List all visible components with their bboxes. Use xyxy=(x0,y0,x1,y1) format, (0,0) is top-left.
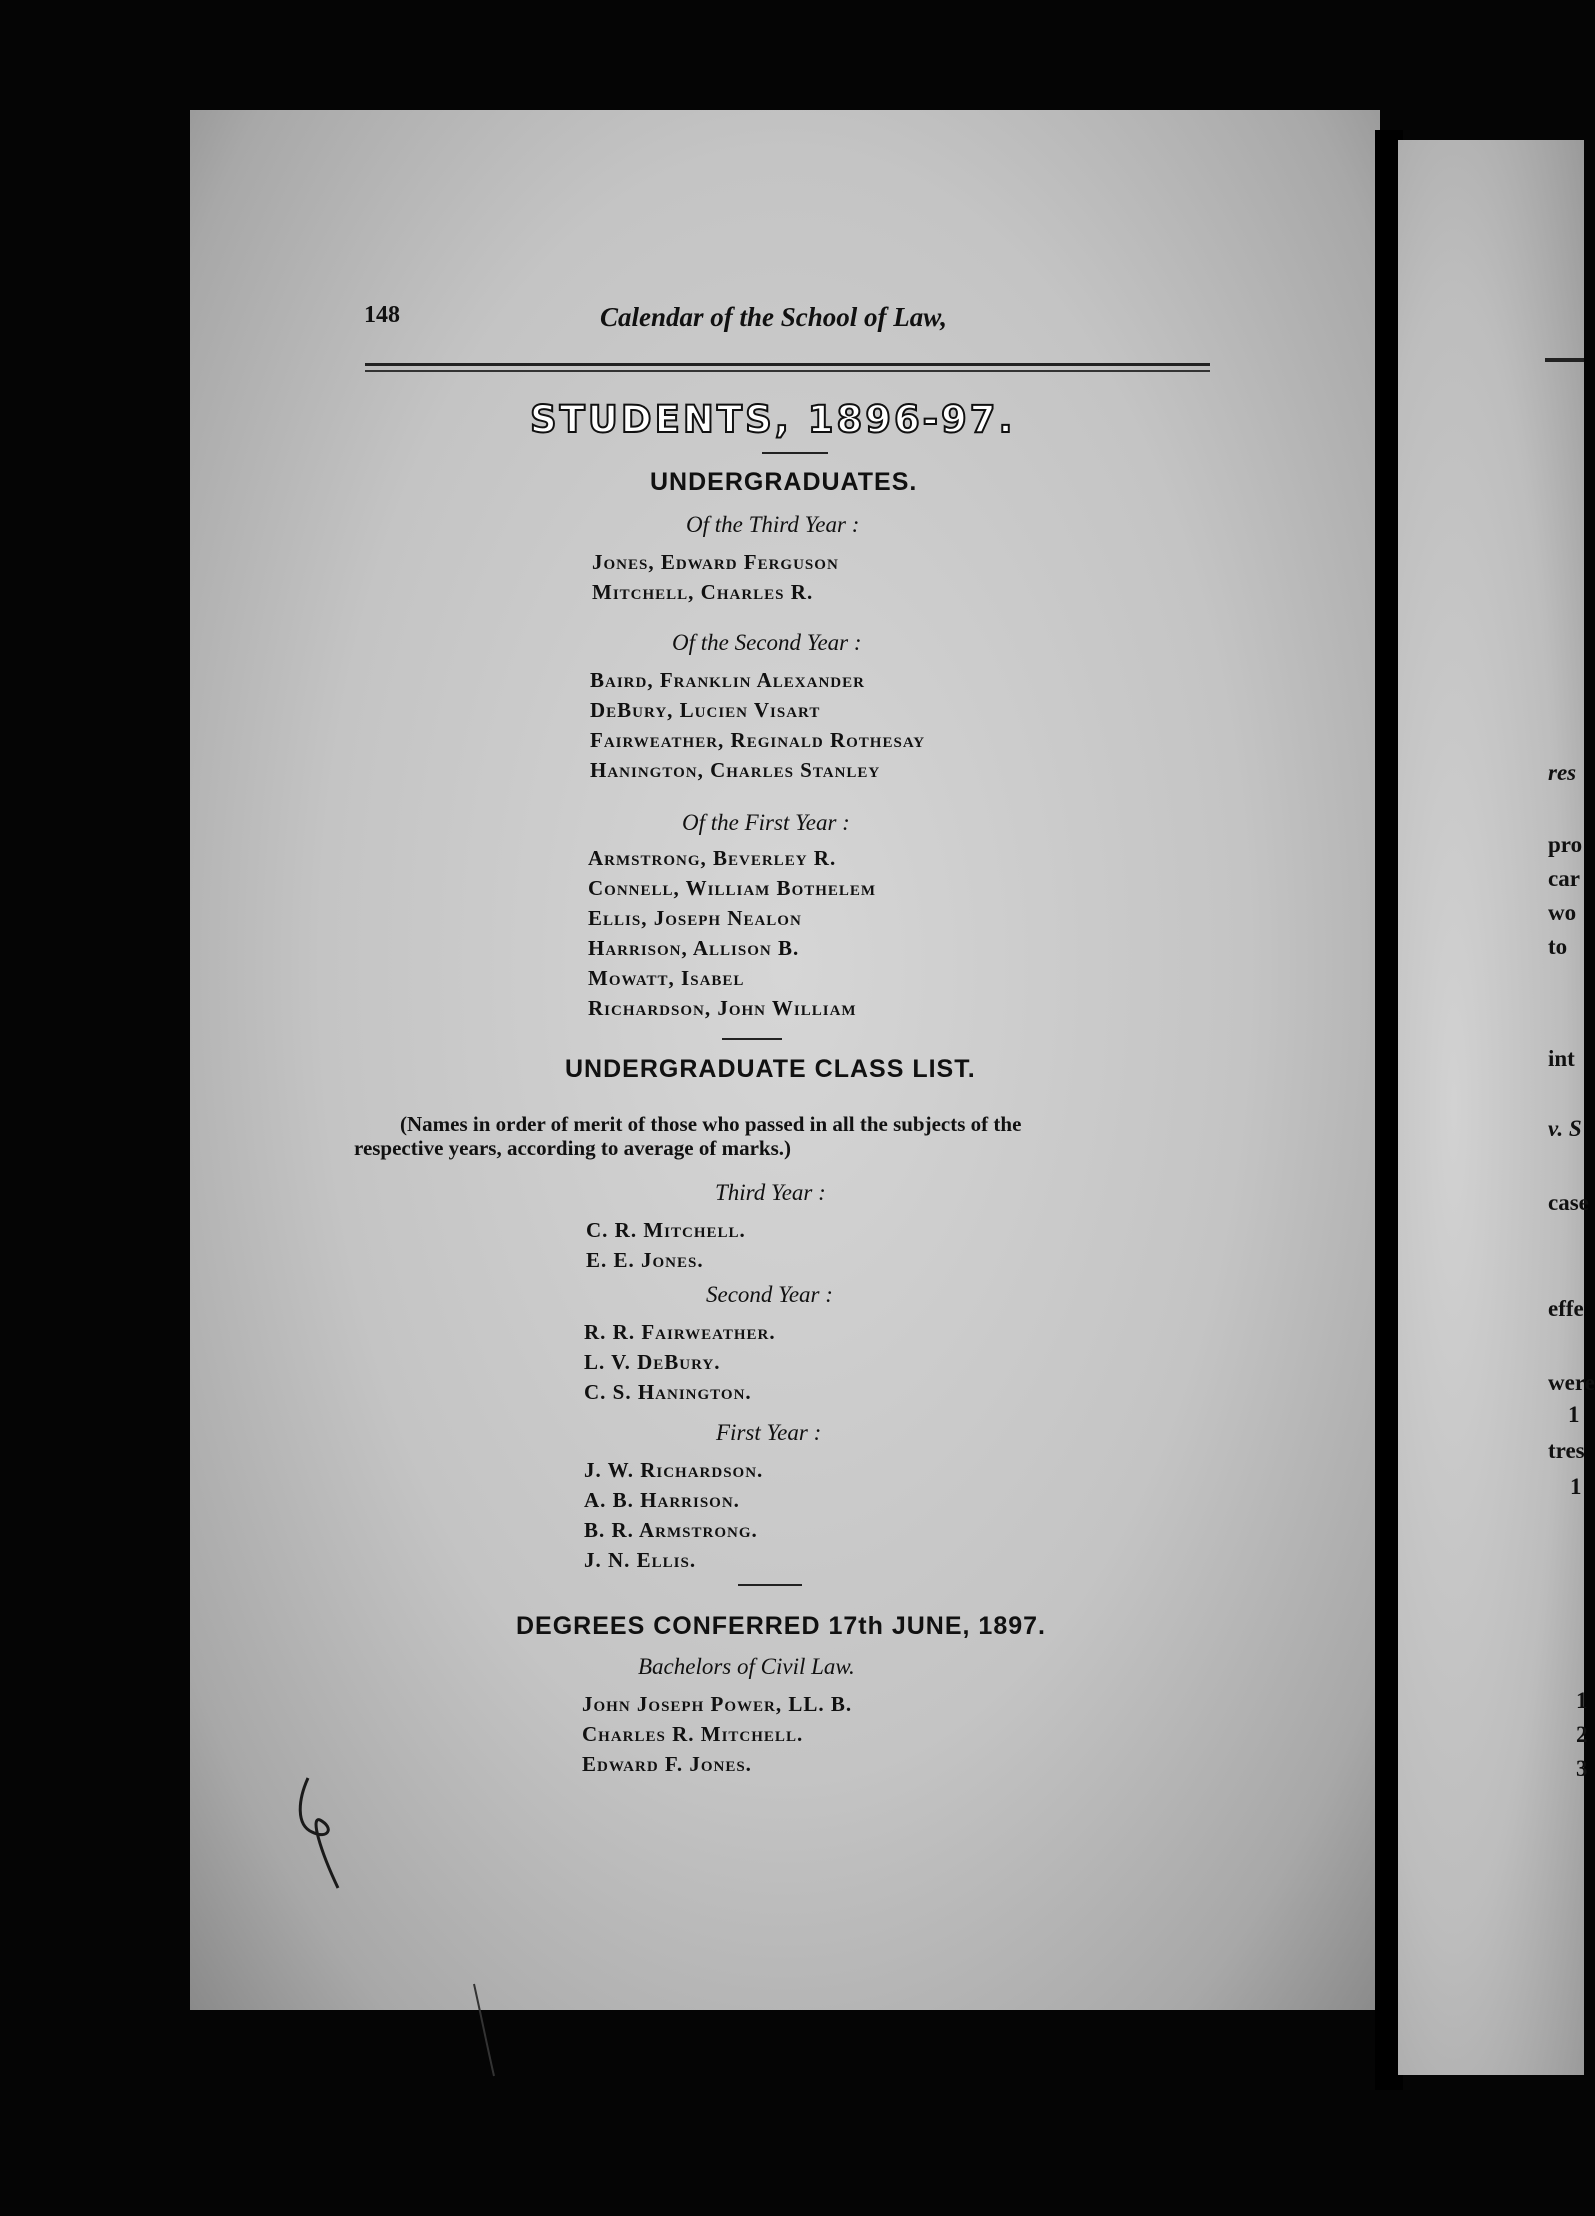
degree-recipient: Edward F. Jones. xyxy=(582,1752,752,1776)
header-rule xyxy=(365,363,1210,366)
degrees-subheading: Bachelors of Civil Law. xyxy=(638,1654,855,1679)
student-name: Jones, Edward Ferguson xyxy=(592,550,839,574)
adjacent-page-fragment: 1 xyxy=(1568,1402,1580,1427)
section-divider xyxy=(738,1584,802,1586)
second-year-label: Of the Second Year : xyxy=(672,630,862,655)
class-list-name: J. N. Ellis. xyxy=(584,1548,697,1572)
adjacent-page-fragment: pro xyxy=(1548,832,1583,857)
header-rule-secondary xyxy=(365,370,1210,372)
page-title: STUDENTS, 1896-97. xyxy=(530,398,1016,441)
adjacent-page-fragment: res xyxy=(1548,760,1577,785)
student-name: DeBury, Lucien Visart xyxy=(590,698,821,722)
class-list-name: A. B. Harrison. xyxy=(584,1488,740,1512)
class-list-name: C. S. Hanington. xyxy=(584,1380,752,1404)
pencil-line-icon xyxy=(470,1980,500,2080)
degrees-heading: DEGREES CONFERRED 17th JUNE, 1897. xyxy=(516,1612,1046,1640)
adjacent-page-fragment: effe xyxy=(1548,1296,1584,1321)
student-name: Armstrong, Beverley R. xyxy=(588,846,837,870)
student-name: Mitchell, Charles R. xyxy=(592,580,814,604)
class-list-note-line1: (Names in order of merit of those who passed in all the subjects of the xyxy=(400,1112,1022,1136)
adjacent-page-fragment: 2 xyxy=(1576,1722,1588,1747)
adjacent-page-fragment: 3 xyxy=(1576,1756,1588,1781)
adjacent-page-fragment: 1 xyxy=(1570,1474,1582,1499)
title-divider xyxy=(762,452,828,454)
first-year-label: Of the First Year : xyxy=(682,810,850,835)
adjacent-page-fragment: wo xyxy=(1548,900,1577,925)
student-name: Fairweather, Reginald Rothesay xyxy=(590,728,926,752)
class-list-name: C. R. Mitchell. xyxy=(586,1218,746,1242)
class-list-name: J. W. Richardson. xyxy=(584,1458,764,1482)
class-list-name: B. R. Armstrong. xyxy=(584,1518,758,1542)
student-name: Harrison, Allison B. xyxy=(588,936,800,960)
adjacent-page-rule xyxy=(1545,358,1584,362)
student-name: Hanington, Charles Stanley xyxy=(590,758,881,782)
page-number: 148 xyxy=(364,302,400,328)
degree-recipient: Charles R. Mitchell. xyxy=(582,1722,804,1746)
class-list-name: L. V. DeBury. xyxy=(584,1350,721,1374)
class-list-heading: UNDERGRADUATE CLASS LIST. xyxy=(565,1055,976,1083)
section-divider xyxy=(722,1038,782,1040)
book-page-right xyxy=(1398,140,1584,2075)
student-name: Richardson, John William xyxy=(588,996,857,1020)
student-name: Connell, William Bothelem xyxy=(588,876,877,900)
adjacent-page-fragment: were xyxy=(1548,1370,1595,1395)
adjacent-page-fragment: v. S xyxy=(1548,1116,1582,1141)
degree-recipient: John Joseph Power, LL. B. xyxy=(582,1692,853,1716)
adjacent-page-fragment: 1 xyxy=(1576,1688,1588,1713)
class-list-name: R. R. Fairweather. xyxy=(584,1320,776,1344)
adjacent-page-fragment: case xyxy=(1548,1190,1589,1215)
class-first-year-label: First Year : xyxy=(716,1420,822,1445)
pencil-mark-icon xyxy=(290,1770,370,1900)
class-third-year-label: Third Year : xyxy=(715,1180,826,1205)
adjacent-page-fragment: tres xyxy=(1548,1438,1585,1463)
running-title: Calendar of the School of Law, xyxy=(600,302,948,332)
undergraduates-heading: UNDERGRADUATES. xyxy=(650,468,918,496)
class-second-year-label: Second Year : xyxy=(706,1282,833,1307)
class-list-note-line2: respective years, according to average of marks.) xyxy=(354,1136,791,1160)
student-name: Baird, Franklin Alexander xyxy=(590,668,865,692)
adjacent-page-fragment: to xyxy=(1548,934,1568,959)
student-name: Ellis, Joseph Nealon xyxy=(588,906,802,930)
adjacent-page-fragment: int xyxy=(1548,1046,1575,1071)
third-year-label: Of the Third Year : xyxy=(686,512,860,537)
adjacent-page-fragment: car xyxy=(1548,866,1580,891)
student-name: Mowatt, Isabel xyxy=(588,966,745,990)
class-list-name: E. E. Jones. xyxy=(586,1248,704,1272)
